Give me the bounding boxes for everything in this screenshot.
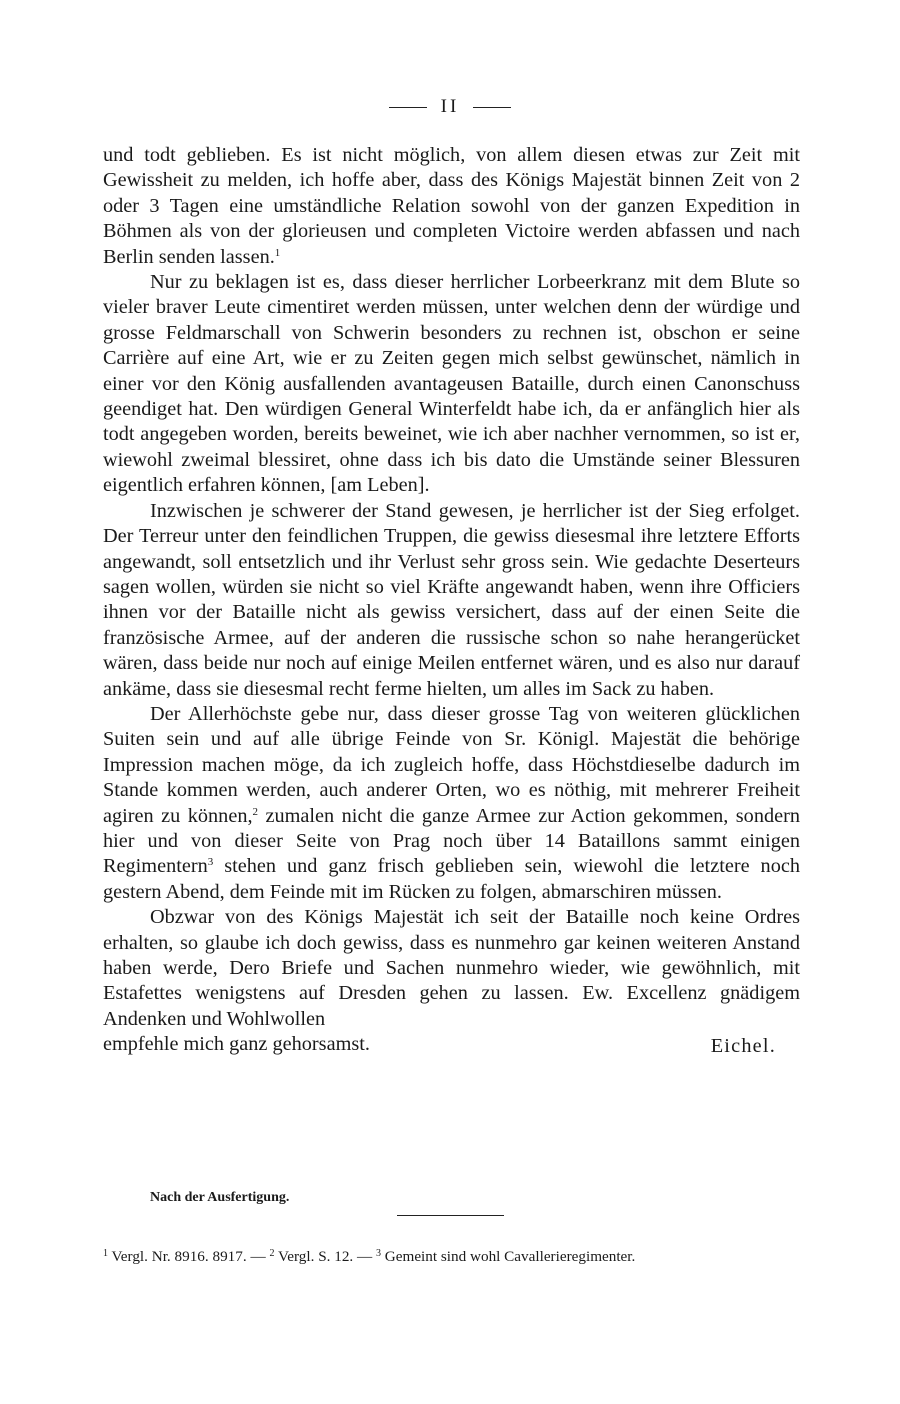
paragraph-text: Der Allerhöchste gebe nur, dass dieser grosse Tag von weiteren glücklichen Suiten sein und auf alle übrige Feinde von Sr. Königl. Majestät die behörige Impression machen möge, da ich zugleich hoffe, dass Höchstdieselbe dadurch im Stande kommen werden, auch anderer Orten, wo es nöthig, mit mehrerer Freiheit agiren zu können, (103, 702, 800, 827)
header-dash-right (473, 107, 511, 108)
closing-text: empfehle mich ganz gehorsamst. (103, 1033, 370, 1056)
page-number: II (440, 96, 460, 117)
page-header (0, 96, 900, 126)
closing-line (103, 1032, 800, 1059)
footnote-ref-2: 2 (252, 805, 259, 818)
paragraph-text: stehen und ganz frisch geblieben sein, wiewohl die letztere noch gestern Abend, dem Feinde mit im Rücken zu folgen, abmarschiren müssen. (103, 855, 800, 903)
footnote-3: Gemeint sind wohl Cavallerieregimenter. (381, 1248, 636, 1265)
footnote-ref-1: 1 (274, 246, 281, 259)
footnote-1: Vergl. Nr. 8916. 8917. — (108, 1248, 270, 1265)
paragraph-4 (103, 702, 800, 905)
footnote-mark-1: 1 (103, 1248, 108, 1259)
paragraph-1 (103, 143, 800, 270)
letter-body (103, 143, 800, 1059)
paragraph-text: zumalen nicht die ganze Armee zur Action gekommen, sondern hier und von dieser Seite von Prag noch über 14 Bataillons sammt einigen Regimentern (103, 804, 800, 878)
paragraph-text: und todt geblieben. Es ist nicht möglich, von allem diesen etwas zur Zeit mit Gewissheit zu melden, ich hoffe aber, dass des Königs Majestät binnen Zeit von 2 oder 3 Tagen eine umständliche Relation sowohl von der ganzen Expedition in Böhmen als von der glorieusen und completen Victoire werden abfassen und nach Berlin senden lassen. (103, 144, 800, 268)
header-dash-left (389, 107, 427, 108)
footnote-2: Vergl. S. 12. — (274, 1248, 376, 1265)
paragraph-text: Inzwischen je schwerer der Stand gewesen, je herrlicher ist der Sieg erfolget. Der Terreur unter den feindlichen Truppen, die gewiss diesesmal ihre letztere Efforts angewandt, soll entsetzlich und ihr Verlust sehr gross sein. Wie gedachte Deserteurs sagen wollen, würden sie nicht so viel Kräfte angewandt haben, wenn ihre Officiers ihnen vor der Bataille nicht als gewiss versichert, dass auf der einen Seite die französische Armee, auf der anderen die russische schon so nahe herangerücket wären, dass beide nur noch auf einige Meilen entfernet wären, und es also nur darauf ankäme, dass sie diesesmal recht ferme hielten, um alles im Sack zu haben. (103, 499, 800, 700)
footnote-divider (397, 1215, 504, 1216)
paragraph-5 (103, 905, 800, 1032)
signature: Eichel. (710, 1035, 776, 1058)
footnote-ref-3: 3 (207, 856, 214, 869)
paragraph-3 (103, 499, 800, 702)
footnote-mark-2: 2 (269, 1248, 275, 1259)
footnotes (103, 1246, 800, 1267)
paragraph-text: Nur zu beklagen ist es, dass dieser herrlicher Lorbeerkranz mit dem Blute so vieler braver Leute cimentiret werden müssen, unter welchen denn der würdige und grosse Feldmarschall von Schwerin besonders zu rechnen ist, obschon er seine Carrière auf eine Art, wie er zu Zeiten gegen mich selbst gewünschet, nämlich in einer vor den König ausfallenden avantageusen Bataille, durch einen Canonschuss geendiget hat. Den würdigen General Winterfeldt habe ich, da er anfänglich hier als todt angegeben worden, bereits beweinet, wie ich aber nachher vernommen, so ist er, wiewohl zweimal blessiret, ohne dass ich bis dato die Umstände seiner Blessuren eigentlich erfahren können, [am Leben]. (103, 271, 800, 497)
footnote-mark-3: 3 (376, 1248, 381, 1259)
paragraph-text: Obzwar von des Königs Majestät ich seit der Bataille noch keine Ordres erhalten, so glaube ich doch gewiss, dass es nunmehro gar keinen weiteren Anstand haben werde, Dero Briefe und Sachen nunmehro wieder, wie gewöhnlich, mit Estafettes wenigstens auf Dresden gehen zu lassen. Ew. Excellenz gnädigem Andenken und Wohlwollen (103, 906, 800, 1030)
source-note: Nach der Ausfertigung. (150, 1190, 290, 1205)
paragraph-2 (103, 270, 800, 499)
